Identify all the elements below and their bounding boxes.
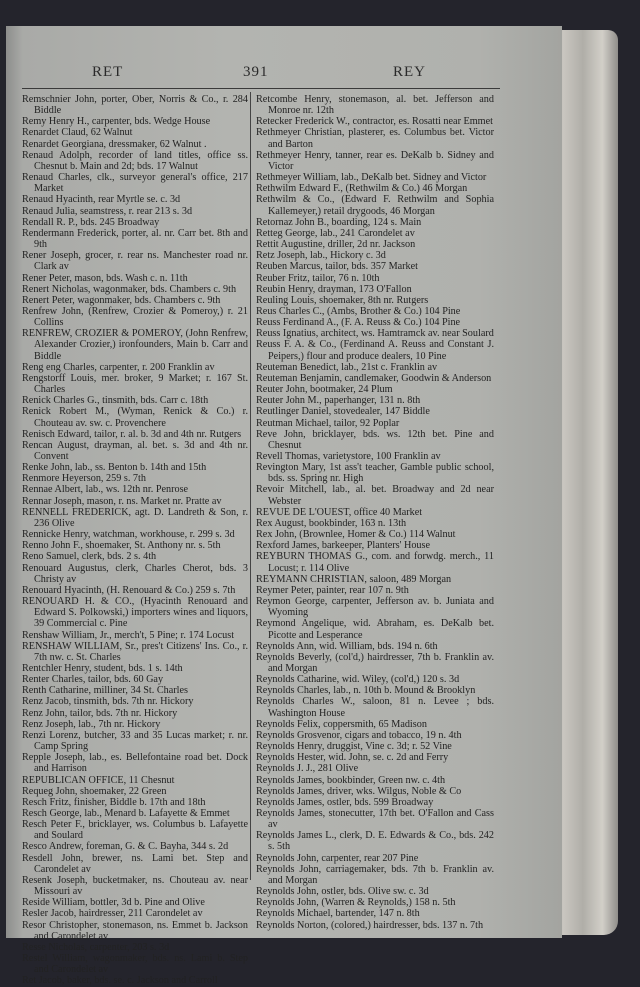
directory-entry: Renouard Hyacinth, (H. Renouard & Co.) 259 s. 7th [22, 584, 236, 596]
directory-entry: Rexford James, barkeeper, Planters' House [256, 540, 430, 552]
directory-entry: Reynolds Ann, wid. William, bds. 194 n. 6th [256, 640, 438, 652]
directory-entry: Renaud Charles, clk., surveyor general's office, 217 Market [22, 172, 248, 195]
directory-entry: Retteg George, lab., 241 Carondelet av [256, 227, 415, 239]
directory-entry: Retornaz John B., boarding, 124 s. Main [256, 216, 422, 228]
directory-entry: Rennicke Henry, watchman, workhouse, r. 299 s. 3d [22, 529, 235, 541]
directory-entry: Reus Charles C., (Ambs, Brother & Co.) 104 Pine [256, 305, 461, 317]
directory-entry: Reynolds Henry, druggist, Vine c. 3d; r. 52 Vine [256, 741, 452, 753]
directory-entry: Requeg John, shoemaker, 22 Green [22, 785, 167, 797]
directory-entry: Rengstorff Louis, mer. broker, 9 Market; r. 167 St. Charles [22, 372, 248, 396]
directory-entry: Resdell John, brewer, ns. Lami bet. Step and Carondelet av [22, 852, 248, 875]
directory-entry: Reynolds Michael, bartender, 147 n. 8th [256, 908, 420, 920]
directory-entry: Reynolds Beverly, (col'd,) hairdresser, 7th b. Franklin av. and Morgan [256, 651, 494, 674]
header-rule [22, 88, 500, 89]
directory-entry: Renmore Heyerson, 259 s. 7th [22, 473, 146, 485]
directory-entry: Renouard Augustus, clerk, Charles Cherot, bds. 3 Christy av [22, 562, 248, 585]
directory-entry: Renisch Edward, tailor, r. al. b. 3d and 4th nr. Rutgers [22, 428, 242, 440]
directory-entry: Renaud Adolph, recorder of land titles, office ss. Chesnut b. Main and 2d; bds. 17 Walnut [22, 149, 248, 172]
directory-entry: Renick Robert M., (Wyman, Renick & Co.) r. Chouteau av. sw. c. Provenchere [22, 406, 248, 429]
directory-entry: Reymon George, carpenter, Jefferson av. b. Juniata and Wyoming [256, 596, 494, 619]
directory-entry: Reside William, bottler, 3d b. Pine and Olive [22, 897, 205, 909]
directory-entry: Rendall R. P., bds. 245 Broadway [22, 216, 160, 228]
directory-entry: Reynolds John, carriagemaker, bds. 7th b. Franklin av. and Morgan [256, 863, 494, 886]
directory-entry: Renert Peter, wagonmaker, bds. Chambers c. 9th [22, 294, 221, 306]
directory-entry: Renno John F., shoemaker, St. Anthony nr. s. 5th [22, 540, 221, 552]
directory-entry: Rennar Joseph, mason, r. ns. Market nr. Pratte av [22, 495, 222, 507]
directory-entry: Repple Joseph, lab., es. Bellefontaine road bet. Dock and Harrison [22, 752, 248, 775]
directory-entry: Reuben Marcus, tailor, bds. 357 Market [256, 261, 418, 273]
directory-entry: Resco Andrew, foreman, G. & C. Bayha, 344 s. 2d [22, 841, 229, 853]
directory-entry: Restel William, wagonmaker, bds. ns. Lami b. Step and Carondelet av [22, 953, 248, 976]
directory-entry: Reno Samuel, clerk, bds. 2 s. 4th [22, 551, 157, 563]
directory-entry: Reubin Henry, drayman, 173 O'Fallon [256, 283, 412, 295]
directory-entry: Rendermann Frederick, porter, al. nr. Carr bet. 8th and 9th [22, 227, 248, 251]
directory-entry: Revell Thomas, varietystore, 100 Franklin av [256, 451, 441, 462]
directory-entry: Rener Joseph, grocer, r. rear ns. Manchester road nr. Clark av [22, 250, 248, 273]
directory-entry: Remy Henry H., carpenter, bds. Wedge House [22, 116, 211, 128]
directory-entry: Renz Jacob, tinsmith, bds. 7th nr. Hickory [22, 696, 194, 708]
directory-entry: Renick Charles G., tinsmith, bds. Carr c. 18th [22, 395, 209, 407]
directory-entry: Reynolds James, driver, wks. Wilgus, Noble & Co [256, 785, 462, 797]
directory-entry: Rener Peter, mason, bds. Wash c. n. 11th [22, 272, 188, 284]
directory-entry: Reuter John M., paperhanger, 131 n. 8th [256, 395, 421, 407]
directory-entry: Rethmeyer Henry, tanner, rear es. DeKalb b. Sidney and Victor [256, 149, 494, 172]
directory-entry: Resch Peter F., bricklayer, ws. Columbus b. Lafayette and Soulard [22, 819, 248, 842]
directory-entry: Rex John, (Brownlee, Homer & Co.) 114 Walnut [256, 529, 456, 541]
directory-entry: Renaud Julia, seamstress, r. rear 213 s. 3d [22, 205, 193, 217]
directory-entry: Reymond Angelique, wid. Abraham, es. DeKalb bet. Picotte and Lesperance [256, 618, 494, 641]
directory-entry: Resse Nicholas, carpenter, 203 s. 3d [22, 941, 170, 953]
directory-entry: Reynolds Felix, coppersmith, 65 Madison [256, 718, 427, 730]
directory-entry: Reuteman Benjamin, candlemaker, Goodwin & Anderson [256, 372, 492, 384]
directory-entry: Reynolds John, (Warren & Reynolds,) 158 n. 5th [256, 897, 456, 909]
directory-entry: Reynolds Grosvenor, cigars and tobacco, 19 n. 4th [256, 729, 462, 741]
column-divider [250, 92, 251, 880]
directory-entry: REYMANN CHRISTIAN, saloon, 489 Morgan [256, 573, 452, 585]
directory-entry: Reve John, bricklayer, bds. ws. 12th bet. Pine and Chesnut [256, 428, 494, 451]
directory-entry: Rethmeyer Christian, plasterer, es. Columbus bet. Victor and Barton [256, 127, 494, 150]
directory-entry: Resler Jacob, hairdresser, 211 Carondelet av [22, 908, 203, 920]
directory-entry: Resor Christopher, stonemason, ns. Emmet b. Jackson and Carondelet av [22, 919, 248, 942]
directory-entry: Renke John, lab., ss. Benton b. 14th and 15th [22, 462, 207, 474]
directory-entry: Rencan August, drayman, al. bet. s. 3d and 4th nr. Convent [22, 439, 248, 462]
directory-entry: Reynolds James, stonecutter, 17th bet. O'Fallon and Cass av [256, 808, 494, 831]
directory-entry: Reymer Peter, painter, rear 107 n. 9th [256, 584, 409, 596]
directory-entry: Rettit Augustine, driller, 2d nr. Jackson [256, 239, 416, 251]
directory-entry: Retcombe Henry, stonemason, al. bet. Jefferson and Monroe nr. 12th [256, 94, 494, 117]
directory-entry: Reuss Ferdinand A., (F. A. Reuss & Co.) 104 Pine [256, 317, 461, 329]
directory-entry: Reynolds Charles, lab., n. 10th b. Mound & Brooklyn [256, 685, 476, 697]
right-column [256, 94, 494, 931]
directory-entry: Resch George, lab., Menard b. Lafayette & Emmet [22, 808, 230, 819]
page-number: 391 [243, 64, 269, 80]
directory-entry: Rentchler Henry, student, bds. 1 s. 14th [22, 662, 183, 674]
directory-entry: Reuss Ignatius, architect, ws. Hamtramck av. near Soulard [256, 328, 494, 340]
directory-entry: Reuteman Benedict, lab., 21st c. Franklin av [256, 361, 438, 373]
directory-entry: Renardet Claud, 62 Walnut [22, 127, 133, 139]
directory-entry: Renert Nicholas, wagonmaker, bds. Chambers c. 9th [22, 283, 237, 295]
directory-entry: RENNELL FREDERICK, agt. D. Landreth & Son, r. 236 Olive [22, 506, 248, 529]
directory-entry: Revoir Mitchell, lab., al. bet. Broadway and 2d near Webster [256, 484, 494, 507]
directory-entry: REYBURN THOMAS G., com. and forwdg. merch., 11 Locust; r. 114 Olive [256, 551, 494, 574]
directory-entry: Renardet Georgiana, dressmaker, 62 Walnut . [22, 138, 207, 150]
directory-entry: Renz John, tailor, bds. 7th nr. Hickory [22, 707, 178, 719]
directory-entry: Reynolds James L., clerk, D. E. Edwards & Co., bds. 242 s. 5th [256, 830, 494, 853]
directory-entry: Renth Catharine, milliner, 34 St. Charles [22, 685, 188, 697]
directory-entry: Resch Fritz, finisher, Biddle b. 17th and 18th [22, 796, 206, 808]
directory-entry: REPUBLICAN OFFICE, 11 Chesnut [22, 774, 175, 786]
directory-entry: Remschnier John, porter, Ober, Norris & Co., r. 284 Biddle [22, 94, 248, 117]
directory-entry: Reynolds John, ostler, bds. Olive sw. c. 3d [256, 886, 429, 898]
directory-entry: REVUE DE L'OUEST, office 40 Market [256, 506, 423, 518]
directory-entry: Rethwilm & Co., (Edward F. Rethwilm and Sophia Kallemeyer,) retail drygoods, 46 Morgan [256, 194, 494, 217]
directory-entry: Reuling Louis, shoemaker, 8th nr. Rutgers [256, 294, 429, 306]
running-head-right: REY [393, 64, 426, 80]
directory-entry: Renzi Lorenz, butcher, 33 and 35 Lucas market; r. nr. Camp Spring [22, 729, 248, 753]
directory-entry: RENSHAW WILLIAM, Sr., pres't Citizens' Ins. Co., r. 7th nw. c. St. Charles [22, 640, 248, 663]
directory-entry: Rex August, bookbinder, 163 n. 13th [256, 517, 407, 529]
directory-entry: Reuter John, bootmaker, 24 Plum [256, 384, 393, 396]
directory-entry: Ret Jacob, baker, bds. se. c. Jackson and Carroll [22, 975, 218, 987]
directory-entry: Rethmeyer William, lab., DeKalb bet. Sidney and Victor [256, 172, 487, 184]
directory-entry: Renter Charles, tailor, bds. 60 Gay [22, 674, 164, 686]
directory-entry: Reynolds Hester, wid. John, se. c. 2d and Ferry [256, 752, 449, 764]
left-column [22, 94, 248, 987]
directory-entry: Revington Mary, 1st ass't teacher, Gamble public school, bds. ss. Spring nr. High [256, 462, 494, 485]
directory-entry: Resenk Joseph, bucketmaker, ns. Chouteau av. near Missouri av [22, 874, 248, 898]
directory-entry: Renz Joseph, lab., 7th nr. Hickory [22, 718, 161, 730]
directory-entry: Reynolds John, carpenter, rear 207 Pine [256, 852, 419, 864]
directory-entry: RENFREW, CROZIER & POMEROY, (John Renfrew, Alexander Crozier,) ironfounders, Main b. Carr and Biddle [22, 328, 248, 362]
directory-entry: Reuss F. A. & Co., (Ferdinand A. Reuss and Constant J. Peipers,) flour and produce dealers, 10 Pine [256, 339, 494, 362]
directory-entry: RENOUARD H. & CO., (Hyacinth Renouard and Edward S. Polkowski,) importers wines and liquors, 39 Commercial c. Pine [22, 596, 248, 630]
directory-entry: Reynolds Charles W., saloon, 81 n. Levee ; bds. Washington House [256, 696, 494, 719]
directory-entry: Retz Joseph, lab., Hickory c. 3d [256, 250, 386, 262]
directory-entry: Renaud Hyacinth, rear Myrtle se. c. 3d [22, 194, 181, 206]
directory-entry: Reutman Michael, tailor, 92 Poplar [256, 417, 400, 429]
directory-entry: Reynolds Norton, (colored,) hairdresser, bds. 137 n. 7th [256, 919, 484, 931]
directory-entry: Renshaw William, Jr., merch't, 5 Pine; r. 174 Locust [22, 629, 235, 641]
directory-entry: Reynolds James, bookbinder, Green nw. c. 4th [256, 774, 446, 786]
directory-entry: Reuber Fritz, tailor, 76 n. 10th [256, 272, 380, 284]
directory-entry: Rethwilm Edward F., (Rethwilm & Co.) 46 Morgan [256, 183, 468, 195]
directory-entry: Renfrew John, (Renfrew, Crozier & Pomeroy,) r. 21 Collins [22, 305, 248, 329]
directory-entry: Reynolds J. J., 281 Olive [256, 763, 359, 775]
directory-entry: Reynolds Catharine, wid. Wiley, (col'd,) 120 s. 3d [256, 674, 460, 686]
directory-entry: Rennae Albert, lab., ws. 12th nr. Penrose [22, 484, 189, 496]
running-head-left: RET [92, 64, 124, 80]
directory-entry: Retecker Frederick W., contractor, es. Rosatti near Emmet [256, 116, 493, 128]
directory-entry: Reng eng Charles, carpenter, r. 200 Franklin av [22, 361, 215, 373]
directory-entry: Reynolds James, ostler, bds. 599 Broadway [256, 796, 434, 808]
directory-entry: Reutlinger Daniel, stovedealer, 147 Biddle [256, 406, 430, 418]
